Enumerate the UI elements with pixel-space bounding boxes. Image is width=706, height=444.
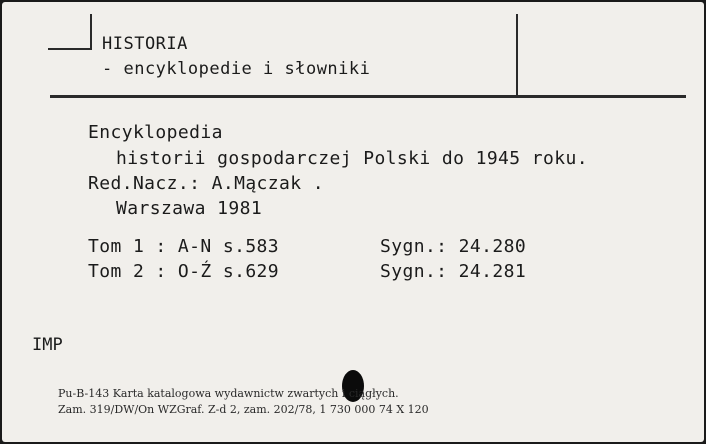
call-number-1: Sygn.: 24.280 (380, 236, 527, 257)
subject-subdivision: - encyklopedie i słowniki (102, 59, 371, 79)
header-rule (50, 95, 686, 98)
entry-title-cont: historii gospodarczej Polski do 1945 roku. (116, 148, 588, 169)
footer-line-2: Zam. 319/DW/On WZGraf. Z-d 2, zam. 202/78, 1 730 000 74 X 120 (58, 403, 429, 416)
header-divider (516, 14, 518, 96)
call-number-2: Sygn.: 24.281 (380, 261, 527, 282)
library-mark: IMP (32, 335, 63, 355)
volume-2: Tom 2 : O-Ź s.629 (88, 261, 280, 282)
volume-1: Tom 1 : A-N s.583 (88, 236, 280, 257)
catalog-card (2, 2, 704, 442)
corner-mark-horizontal (48, 48, 90, 50)
subject-heading: HISTORIA (102, 34, 188, 54)
footer-line-1: Pu-B-143 Karta katalogowa wydawnictw zwartych i ciągłych. (58, 387, 399, 400)
entry-editor: Red.Nacz.: A.Mączak . (88, 173, 324, 194)
entry-title: Encyklopedia (88, 122, 223, 143)
entry-imprint: Warszawa 1981 (116, 198, 263, 219)
corner-mark-vertical (90, 14, 92, 50)
